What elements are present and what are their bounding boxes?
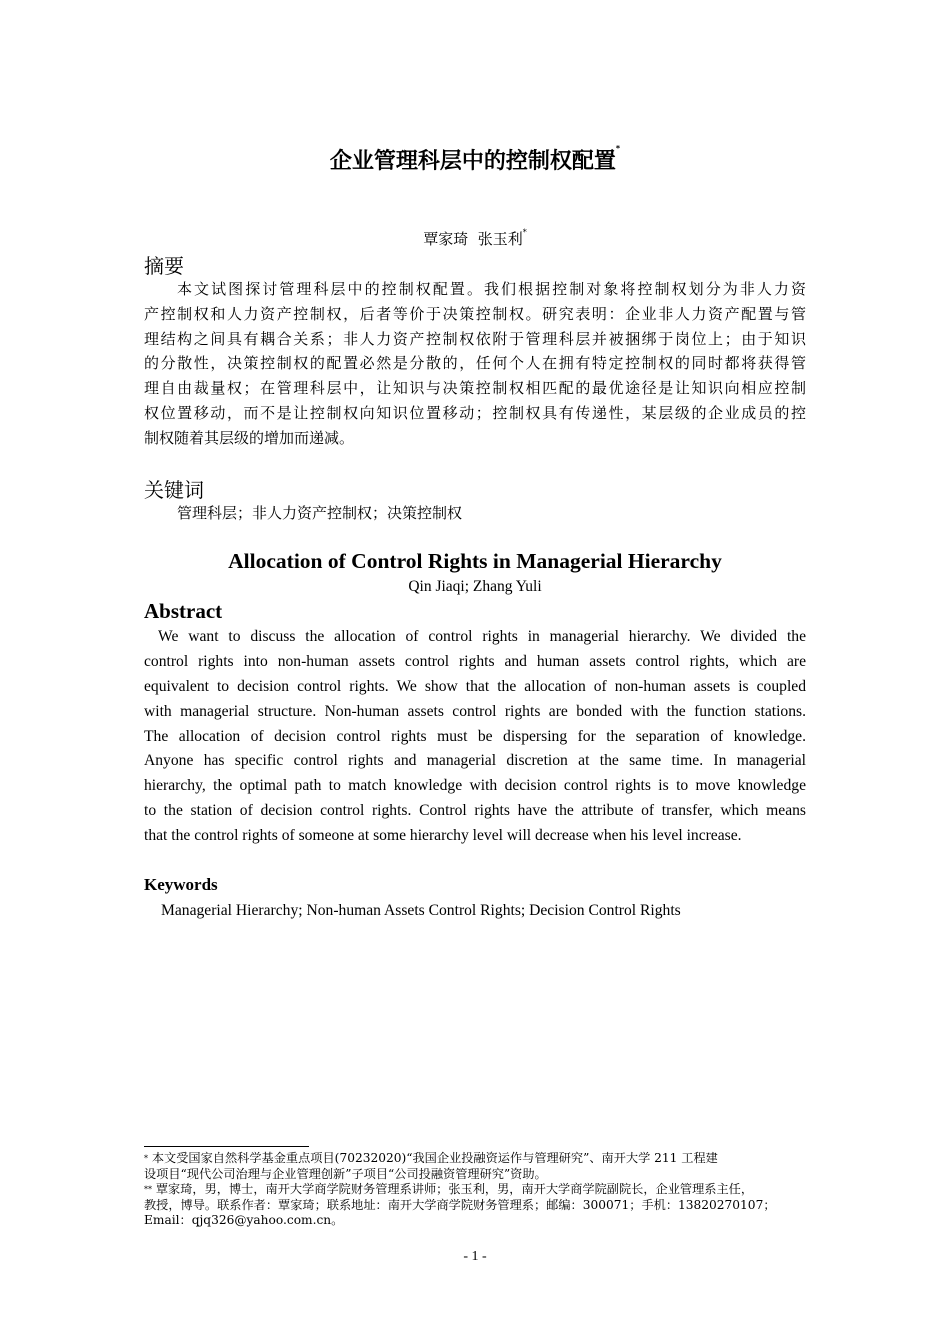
english-abstract-heading: Abstract [144, 599, 223, 623]
english-keywords-heading: Keywords [144, 875, 218, 894]
chinese-authors-text: 覃家琦 张玉利 [423, 230, 523, 248]
english-keywords [144, 899, 806, 924]
abstract-line: equivalent to decision control rights. We show that the allocation of non-human assets is coupled [144, 677, 806, 695]
abstract-line: 权位置移动，而不是让控制权向知识位置移动；控制权具有传递性，某层级的企业成员的控 [144, 403, 806, 422]
authors-footnote-mark[interactable]: * [522, 228, 527, 237]
abstract-line: 产控制权和人力资产控制权，后者等价于决策控制权。研究表明：企业非人力资产配置与管 [144, 304, 806, 323]
chinese-title-text: 企业管理科层中的控制权配置 [329, 149, 616, 174]
chinese-abstract-heading: 摘要 [144, 254, 184, 278]
chinese-keywords-heading: 关键词 [144, 478, 204, 502]
title-footnote-mark[interactable]: * [615, 144, 621, 153]
abstract-line: to the station of decision control rights. Control rights have the attribute of transfer, which means [144, 802, 806, 820]
chinese-abstract-body [144, 277, 806, 451]
footnote-divider [144, 1146, 309, 1147]
footnote-line [144, 1151, 812, 1167]
abstract-line: Anyone has specific control rights and managerial discretion at the same time. In managerial [144, 752, 806, 770]
abstract-line: 理结构之间具有耦合关系；非人力资产控制权依附于管理科层并被捆绑于岗位上；由于知识 [144, 329, 806, 348]
chinese-title [0, 144, 950, 175]
english-authors: Qin Jiaqi; Zhang Yuli [408, 578, 542, 595]
footnote-mark: * [144, 1154, 148, 1163]
abstract-line: 的分散性，决策控制权的配置必然是分散的，任何个人在拥有特定控制权的同时都将获得管 [144, 354, 806, 373]
chinese-keywords [144, 501, 806, 526]
footnote-line: Email：qjq326@yahoo.com.cn。 [144, 1213, 344, 1227]
keywords-text: 管理科层；非人力资产控制权；决策控制权 [177, 504, 463, 522]
footnote-line: 教授，博导。联系作者：覃家琦；联系地址：南开大学商学院财务管理系；邮编：300071；手机：13820270107； [144, 1197, 776, 1212]
footnote-mark: ** [144, 1185, 152, 1194]
abstract-line: hierarchy, the optimal path to match knowledge with decision control rights is to move knowledge [144, 777, 806, 795]
footnote-text: 覃家琦，男，博士，南开大学商学院财务管理系讲师；张玉利，男，南开大学商学院副院长，企业管理系主任， [155, 1182, 754, 1196]
footnote-line [144, 1182, 812, 1198]
footnote-text: 本文受国家自然科学基金重点项目(70232020)“我国企业投融资运作与管理研究”、南开大学 211 工程建 [151, 1151, 718, 1165]
abstract-line: 本文试图探讨管理科层中的控制权配置。我们根据控制对象将控制权划分为非人力资 [177, 280, 806, 298]
abstract-line: control rights into non-human assets control rights and human assets control rights, which are [144, 652, 806, 670]
chinese-authors [0, 228, 950, 249]
abstract-line: The allocation of decision control rights must be dispersing for the separation of knowledge. [144, 727, 806, 745]
page-number: - 1 - [463, 1249, 487, 1264]
abstract-line: with managerial structure. Non-human assets control rights are bonded with the function stations. [144, 702, 806, 720]
abstract-line: 制权随着其层级的增加而递减。 [144, 428, 355, 447]
english-abstract-body [144, 625, 806, 849]
keywords-text: Managerial Hierarchy; Non-human Assets Control Rights; Decision Control Rights [161, 902, 681, 919]
footnote-2 [144, 1182, 812, 1229]
footnote-line: 设项目“现代公司治理与企业管理创新”子项目“公司投融资管理研究”资助。 [144, 1166, 547, 1181]
abstract-line: that the control rights of someone at some hierarchy level will decrease when his level increase. [144, 827, 742, 845]
abstract-line: We want to discuss the allocation of control rights in managerial hierarchy. We divided the [158, 628, 806, 645]
footnote-1 [144, 1151, 812, 1182]
abstract-line: 理自由裁量权；在管理科层中，让知识与决策控制权相匹配的最优途径是让知识向相应控制 [144, 379, 806, 398]
english-title: Allocation of Control Rights in Managerial Hierarchy [228, 549, 722, 573]
